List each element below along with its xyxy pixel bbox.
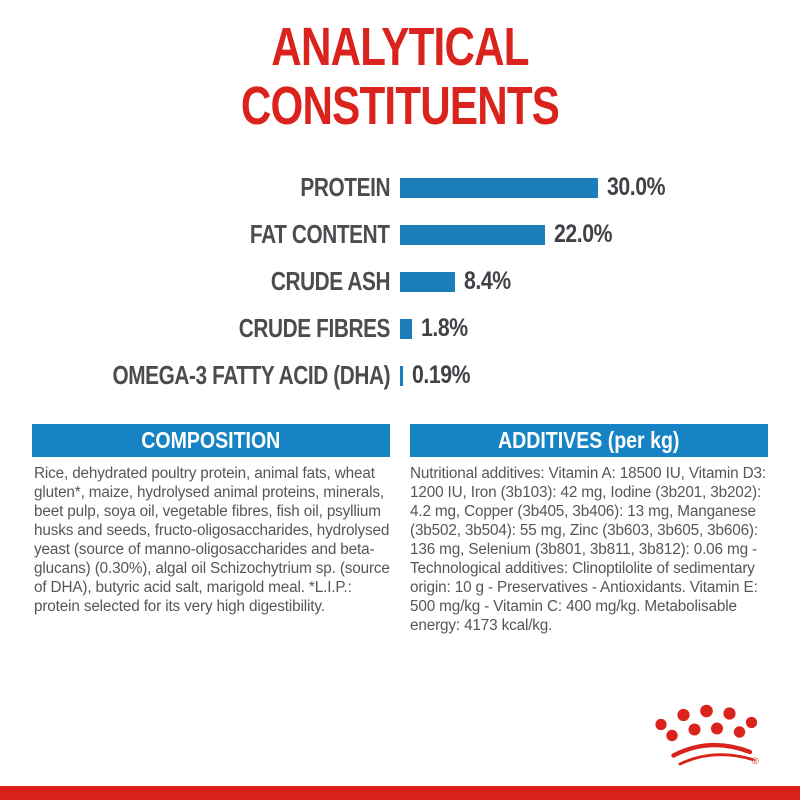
chart-bar: [400, 272, 455, 292]
chart-row: [30, 266, 770, 296]
chart-bar-value: 8.4%: [464, 267, 512, 295]
title-line-1: ANALYTICAL: [271, 17, 529, 77]
chart-row-label: PROTEIN: [300, 172, 390, 202]
chart-row-label: FAT CONTENT: [250, 219, 390, 249]
chart-row-label: CRUDE FIBRES: [238, 313, 390, 343]
chart-bar-value: 0.19%: [411, 361, 470, 389]
additives-header: [410, 424, 768, 457]
chart-bar: [400, 319, 412, 339]
analytical-constituents-chart: [30, 172, 770, 411]
chart-bar-value: 1.8%: [420, 314, 468, 342]
chart-row: [30, 313, 770, 343]
chart-row: [30, 219, 770, 249]
registered-trademark-icon: ®: [752, 756, 759, 766]
chart-bar-value: 30.0%: [607, 173, 666, 201]
chart-row: [30, 360, 770, 390]
chart-bar: [400, 178, 598, 198]
page-title: [0, 18, 800, 136]
chart-bar: [400, 225, 545, 245]
chart-bar-value: 22.0%: [554, 220, 613, 248]
footer-accent-bar: [0, 786, 800, 800]
title-line-2: CONSTITUENTS: [240, 76, 560, 136]
chart-row: [30, 172, 770, 202]
composition-header-label: COMPOSITION: [141, 427, 281, 453]
composition-header: [32, 424, 390, 457]
chart-row-label: OMEGA-3 FATTY ACID (DHA): [112, 360, 390, 390]
chart-row-label: CRUDE ASH: [270, 266, 390, 296]
composition-body-text: Rice, dehydrated poultry protein, animal fats, wheat gluten*, maize, hydrolysed animal proteins, minerals, beet pulp, soya oil, vegetable fibres, fish oil, psyllium husks and seeds, fructo-oligosaccharides, hydrolysed yeast (source of manno-oligosaccharides and beta-glucans) (0.30%), algal oil Schizochytrium sp. (source of DHA), butyric acid salt, marigold meal. *L.I.P.: protein selected for its very high digestibility.: [34, 465, 390, 615]
chart-bar: [400, 366, 403, 386]
royal-canin-crown-logo: [653, 692, 781, 784]
additives-body-text: Nutritional additives: Vitamin A: 18500 IU, Vitamin D3: 1200 IU, Iron (3b103): 42 mg, Iodine (3b201, 3b202): 4.2 mg, Copper (3b405, 3b406): 13 mg, Manganese (3b502, 3b504): 55 mg, Zinc (3b603, 3b605, 3b606): 136 mg, Selenium (3b801, 3b811, 3b812): 0.06 mg - Technological additives: Clinoptilolite of sedimentary origin: 10 g - Preservatives - Antioxidants. Vitamin E: 500 mg/kg - Vitamin C: 400 mg/kg. Metabolisable energy: 4173 kcal/kg.: [410, 465, 766, 634]
additives-header-label: ADDITIVES (per kg): [498, 427, 680, 453]
